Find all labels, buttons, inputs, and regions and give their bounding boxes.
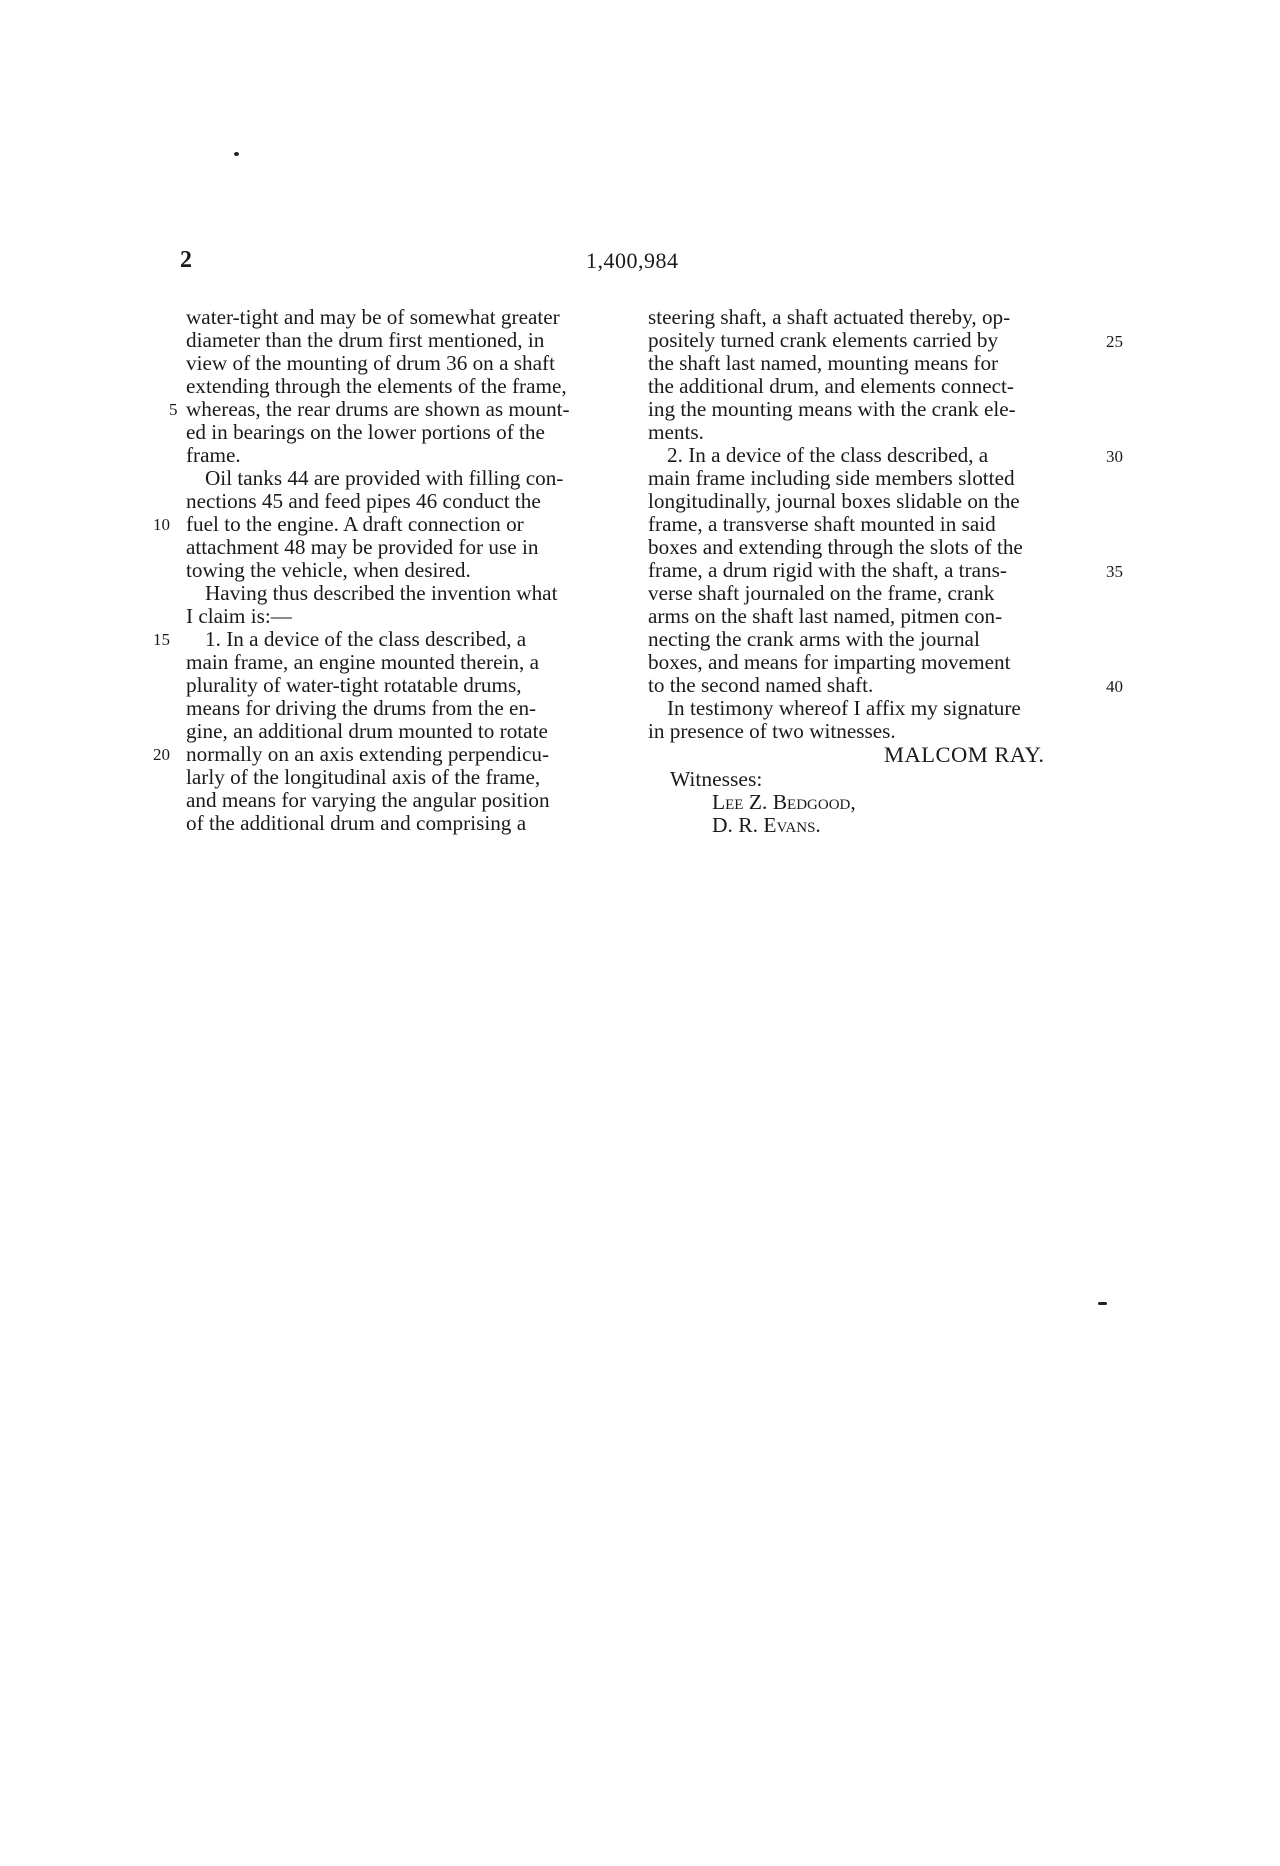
- text-line: normally on an axis extending perpendicu-: [186, 742, 550, 766]
- inventor-signature: MALCOM RAY.: [884, 742, 1045, 767]
- line-number: 25: [1106, 332, 1123, 351]
- text-line: fuel to the engine. A draft connection or: [186, 512, 524, 536]
- line-number: 40: [1106, 677, 1123, 696]
- witness-name: D. R. Evans.: [712, 813, 821, 837]
- text-line: means for driving the drums from the en-: [186, 696, 537, 720]
- text-line: longitudinally, journal boxes slidable on the: [648, 489, 1020, 513]
- text-line: necting the crank arms with the journal: [648, 627, 980, 651]
- text-line: extending through the elements of the frame,: [186, 374, 567, 398]
- text-line: steering shaft, a shaft actuated thereby, op-: [648, 305, 1011, 329]
- line-number: 10: [153, 515, 170, 534]
- line-number: 35: [1106, 562, 1123, 581]
- text-line: the additional drum, and elements connect-: [648, 374, 1014, 398]
- text-line: main frame, an engine mounted therein, a: [186, 650, 539, 674]
- text-line: water-tight and may be of somewhat greater: [186, 305, 560, 329]
- ink-speck: [234, 152, 239, 156]
- witnesses-label: Witnesses:: [670, 767, 763, 791]
- text-line: I claim is:—: [186, 604, 292, 628]
- text-line: positely turned crank elements carried by: [648, 328, 999, 352]
- text-line: verse shaft journaled on the frame, crank: [648, 581, 995, 605]
- text-line: attachment 48 may be provided for use in: [186, 535, 539, 559]
- text-line: arms on the shaft last named, pitmen con-: [648, 604, 1003, 628]
- page-number: 2: [180, 247, 191, 273]
- text-line: In testimony whereof I affix my signature: [667, 696, 1021, 720]
- text-line: view of the mounting of drum 36 on a shaft: [186, 351, 555, 375]
- text-line: frame.: [186, 443, 241, 467]
- text-line: 1. In a device of the class described, a: [205, 627, 527, 651]
- text-line: towing the vehicle, when desired.: [186, 558, 471, 582]
- witness-name: Lee Z. Bedgood,: [712, 790, 856, 814]
- text-line: plurality of water-tight rotatable drums,: [186, 673, 522, 697]
- text-line: ments.: [648, 420, 704, 444]
- text-line: frame, a drum rigid with the shaft, a trans-: [648, 558, 1007, 582]
- text-line: boxes and extending through the slots of the: [648, 535, 1023, 559]
- text-line: and means for varying the angular position: [186, 788, 550, 812]
- text-line: Having thus described the invention what: [205, 581, 558, 605]
- text-line: in presence of two witnesses.: [648, 719, 896, 743]
- text-line: of the additional drum and comprising a: [186, 811, 527, 835]
- text-line: larly of the longitudinal axis of the frame,: [186, 765, 541, 789]
- text-line: ed in bearings on the lower portions of the: [186, 420, 545, 444]
- patent-number: 1,400,984: [586, 248, 679, 273]
- line-number: 30: [1106, 447, 1123, 466]
- line-number: 15: [153, 630, 170, 649]
- text-line: ing the mounting means with the crank ele-: [648, 397, 1016, 421]
- text-line: nections 45 and feed pipes 46 conduct the: [186, 489, 541, 513]
- line-number: 20: [153, 745, 170, 764]
- text-line: to the second named shaft.: [648, 673, 874, 697]
- text-line: the shaft last named, mounting means for: [648, 351, 999, 375]
- text-line: frame, a transverse shaft mounted in said: [648, 512, 996, 536]
- text-line: 2. In a device of the class described, a: [667, 443, 989, 467]
- ink-speck: [1098, 1302, 1107, 1305]
- text-line: diameter than the drum first mentioned, in: [186, 328, 545, 352]
- line-number: 5: [169, 400, 178, 419]
- text-line: Oil tanks 44 are provided with filling con-: [205, 466, 564, 490]
- text-line: boxes, and means for imparting movement: [648, 650, 1011, 674]
- text-line: whereas, the rear drums are shown as mount-: [186, 397, 570, 421]
- text-line: gine, an additional drum mounted to rotate: [186, 719, 548, 743]
- text-line: main frame including side members slotted: [648, 466, 1015, 490]
